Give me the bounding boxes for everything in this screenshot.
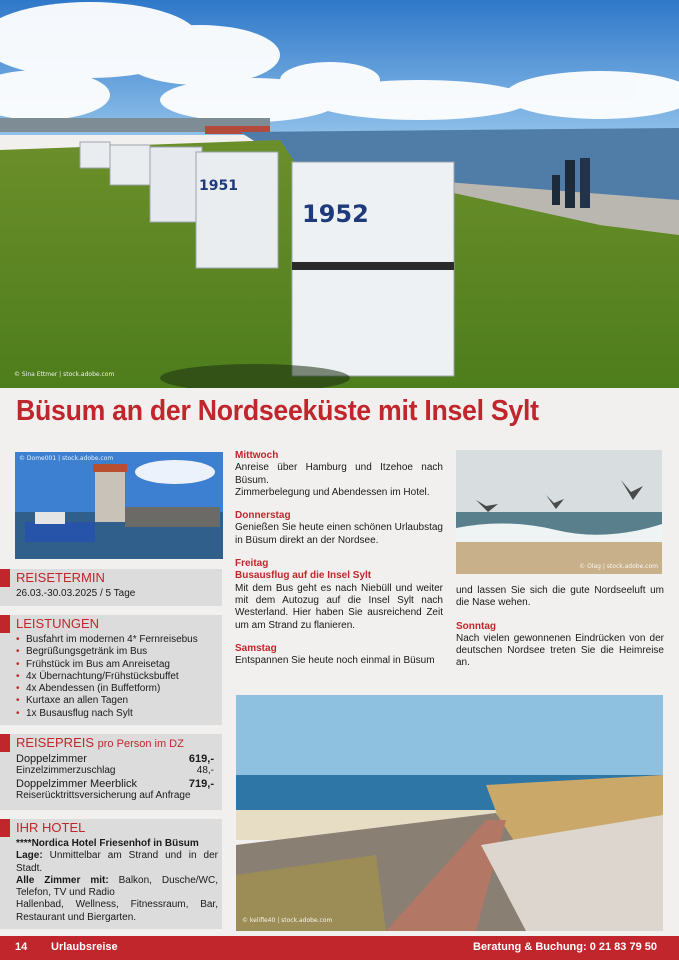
day-freitag: Freitag	[235, 558, 269, 570]
hotel-zimmer-label: Alle Zimmer mit:	[16, 874, 109, 886]
photo-credit-harbor: © Dome001 | stock.adobe.com	[19, 455, 114, 462]
hotel-extra: Hallenbad, Wellness, Fitnessraum, Bar, Restaurant und Biergarten.	[16, 899, 218, 923]
freitag-title: Busausflug auf die Insel Sylt	[235, 570, 372, 582]
reisepreis-heading-suffix: pro Person im DZ	[97, 738, 184, 750]
freitag-continued: und lassen Sie sich die gute Nordseeluft um die Nase wehen.	[456, 585, 664, 609]
price-label: Doppelzimmer Meerblick	[16, 777, 138, 790]
seagulls-photo	[456, 450, 662, 574]
reisepreis-panel	[0, 734, 222, 810]
page-number: 14	[15, 941, 28, 953]
day-mittwoch: Mittwoch	[235, 450, 279, 461]
hotel-panel	[0, 819, 222, 929]
harbor-photo	[15, 452, 223, 559]
price-label: Einzelzimmerzuschlag	[16, 765, 116, 777]
beach-chairs-illustration	[0, 0, 679, 388]
price-row	[16, 778, 214, 790]
price-label: Doppelzimmer	[16, 753, 87, 765]
price-value: 48,-	[196, 765, 214, 777]
hotel-lage	[16, 850, 218, 875]
mittwoch-text-2: Zimmerbelegung und Abendessen im Hotel.	[235, 486, 430, 498]
price-row	[16, 753, 214, 765]
reisetermin-text: 26.03.-30.03.2025 / 5 Tage	[16, 588, 136, 599]
itinerary-column-2	[456, 585, 664, 670]
list-item: • Busfahrt im modernen 4* Fernreisebus	[16, 634, 218, 646]
photo-credit-seagulls: © Olag | stock.adobe.com	[579, 563, 658, 570]
footer-bar	[0, 936, 679, 960]
page-title: Büsum an der Nordseeküste mit Insel Sylt	[16, 395, 539, 427]
samstag-text: Entspannen Sie heute noch einmal in Büsum	[235, 655, 435, 667]
hotel-lage-text: Unmittelbar am Strand und in der Stadt.	[16, 850, 219, 874]
price-value: 619,-	[188, 753, 214, 765]
hero-photo	[0, 0, 679, 388]
reisepreis-heading	[0, 734, 222, 752]
reisetermin-panel	[0, 569, 222, 606]
mittwoch-text-1: Anreise über Hamburg und Itzehoe nach Büsum.	[235, 462, 443, 486]
day-samstag: Samstag	[235, 642, 277, 654]
hotel-zimmer-text: Balkon, Dusche/WC, Telefon, TV und Radio	[16, 874, 218, 899]
booking-contact: Beratung & Buchung: 0 21 83 79 50	[473, 941, 657, 953]
hotel-lage-label: Lage:	[16, 850, 43, 862]
list-item: • Kurtaxe an allen Tagen	[16, 695, 218, 707]
footer-brand: Urlaubsreise	[51, 941, 118, 953]
list-item: • Frühstück im Bus am Anreisetag	[16, 659, 218, 671]
leistungen-heading: LEISTUNGEN	[0, 615, 222, 633]
hotel-zimmer	[16, 875, 218, 900]
beach-promenade-photo	[236, 695, 663, 931]
hotel-heading: IHR HOTEL	[0, 819, 222, 837]
chair-number-2: 1951	[199, 178, 238, 194]
insurance-note: Reiserücktrittsversicherung auf Anfrage	[16, 789, 191, 801]
photo-credit-beach: © kelifle40 | stock.adobe.com	[242, 917, 333, 924]
reisepreis-heading-text: REISEPREIS	[16, 735, 95, 750]
list-item: • 1x Busausflug nach Sylt	[16, 708, 218, 720]
reisetermin-heading: REISETERMIN	[0, 569, 222, 587]
chair-number: 1952	[302, 200, 369, 228]
hotel-name: ****Nordica Hotel Friesenhof in Büsum	[16, 838, 199, 849]
leistungen-panel	[0, 615, 222, 725]
leistungen-list	[0, 633, 222, 720]
day-sonntag: Sonntag	[456, 620, 496, 632]
freitag-text: Mit dem Bus geht es nach Niebüll und weiter mit dem Autozug auf die Insel Sylt nach Westerland. Hier haben Sie ausreichend Zeit um am Strand zu flanieren.	[235, 582, 443, 631]
list-item: • 4x Übernachtung/Frühstücksbuffet	[16, 671, 218, 683]
price-row	[16, 765, 214, 777]
list-item: • Begrüßungsgetränk im Bus	[16, 646, 218, 658]
photo-credit-hero: © Sina Ettmer | stock.adobe.com	[14, 371, 115, 378]
itinerary-column-1	[235, 450, 443, 667]
donnerstag-text: Genießen Sie heute einen schönen Urlaubstag in Büsum direkt an der Nordsee.	[235, 522, 443, 546]
day-donnerstag: Donnerstag	[235, 510, 291, 522]
price-value: 719,-	[188, 777, 214, 790]
sonntag-text: Nach vielen gewonnenen Eindrücken von der deutschen Nordsee treten Sie die Heimreise an.	[456, 632, 664, 669]
list-item: • 4x Abendessen (in Buffetform)	[16, 683, 218, 695]
